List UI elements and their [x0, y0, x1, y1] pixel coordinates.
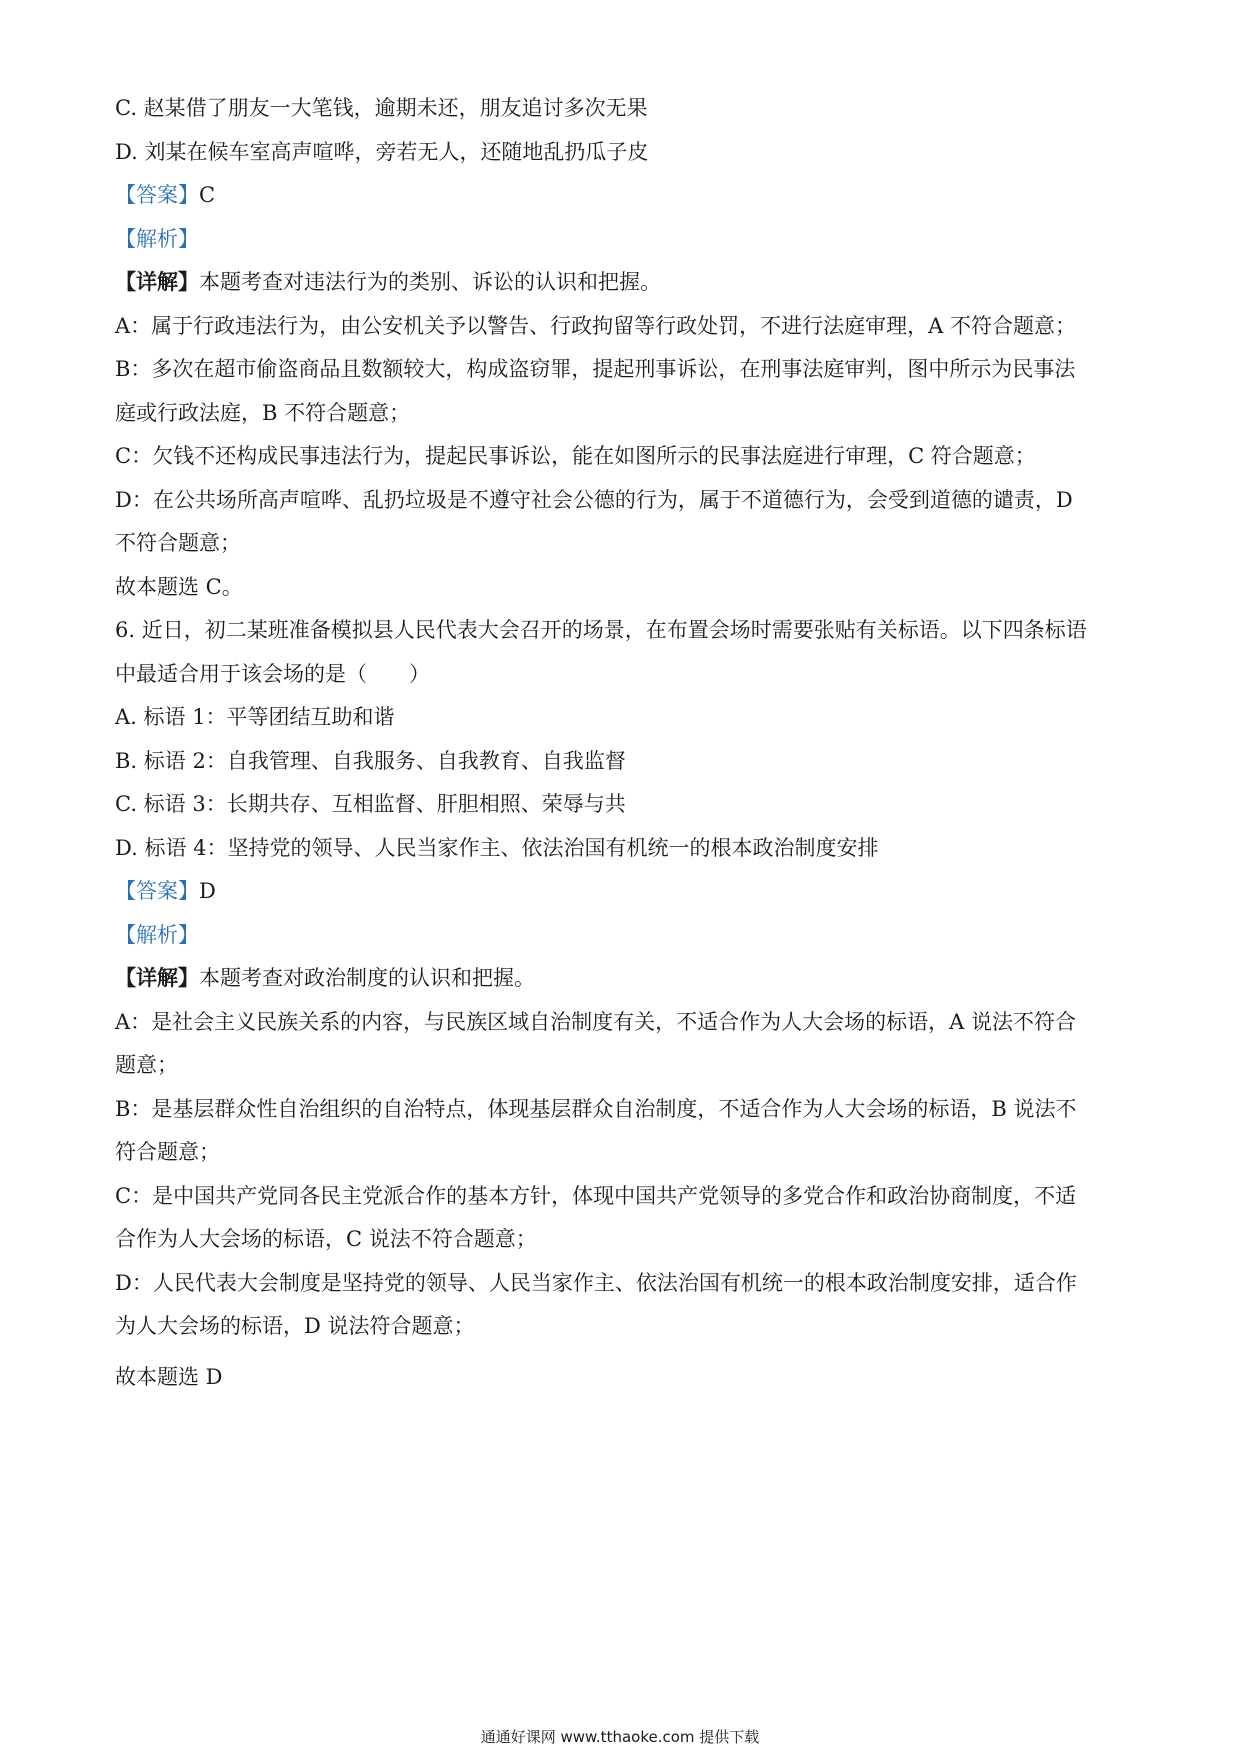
q6-option-d: D. 标语 4：坚持党的领导、人民当家作主、依法治国有机统一的根本政治制度安排 — [115, 836, 879, 860]
q6-answer — [115, 877, 216, 905]
q6-analysis — [115, 921, 199, 949]
q6-detail-tag: 【详解】 — [115, 965, 199, 990]
q5-detail-tag: 【详解】 — [115, 269, 199, 294]
q6-explanation-line: C：是中国共产党同各民主党派合作的基本方针，体现中国共产党领导的多党合作和政治协商制度，不适 — [115, 1184, 1077, 1208]
q6-answer-value: D — [199, 879, 216, 903]
q6-answer-tag: 【答案】 — [115, 879, 199, 903]
q6-explanation-line: 合作为人大会场的标语，C 说法不符合题意； — [115, 1227, 537, 1251]
q6-analysis-tag: 【解析】 — [115, 923, 199, 947]
q6-conclusion: 故本题选 D — [115, 1365, 223, 1389]
q6-option-a: A. 标语 1：平等团结互助和谐 — [115, 705, 395, 729]
q5-option-c: C. 赵某借了朋友一大笔钱，逾期未还，朋友追讨多次无果 — [115, 96, 648, 120]
q5-explanation-line: D：在公共场所高声喧哗、乱扔垃圾是不遵守社会公德的行为，属于不道德行为，会受到道德的谴责，D — [115, 488, 1073, 512]
q5-explanation-line: 不符合题意； — [115, 531, 241, 555]
q6-explanation-line: D：人民代表大会制度是坚持党的领导、人民当家作主、依法治国有机统一的根本政治制度安排，适合作 — [115, 1271, 1077, 1295]
q6-detail — [115, 964, 535, 992]
q5-analysis-tag: 【解析】 — [115, 227, 199, 251]
q5-explanation-line: A：属于行政违法行为，由公安机关予以警告、行政拘留等行政处罚，不进行法庭审理，A 不符合题意； — [115, 314, 1077, 338]
q5-answer — [115, 181, 215, 209]
q5-explanation-line: 庭或行政法庭，B 不符合题意； — [115, 401, 411, 425]
q5-option-d: D. 刘某在候车室高声喧哗，旁若无人，还随地乱扔瓜子皮 — [115, 140, 649, 164]
q5-detail-text: 本题考查对违法行为的类别、诉讼的认识和把握。 — [199, 270, 661, 294]
q6-explanation-line: 为人大会场的标语，D 说法符合题意； — [115, 1314, 475, 1338]
q5-explanation-line: C：欠钱不还构成民事违法行为，提起民事诉讼，能在如图所示的民事法庭进行审理，C 符合题意； — [115, 444, 1036, 468]
q6-explanation-line: 符合题意； — [115, 1140, 220, 1164]
q6-explanation-line: B：是基层群众性自治组织的自治特点，体现基层群众自治制度，不适合作为人大会场的标语，B 说法不 — [115, 1097, 1077, 1121]
q5-analysis — [115, 225, 199, 253]
q6-option-b: B. 标语 2：自我管理、自我服务、自我教育、自我监督 — [115, 749, 626, 773]
q6-explanation-line: A：是社会主义民族关系的内容，与民族区域自治制度有关，不适合作为人大会场的标语，A 说法不符合 — [115, 1010, 1077, 1034]
q5-conclusion: 故本题选 C。 — [115, 575, 243, 599]
q5-explanation-line: B：多次在超市偷盗商品且数额较大，构成盗窃罪，提起刑事诉讼，在刑事法庭审判，图中所示为民事法 — [115, 357, 1076, 381]
q5-answer-value: C — [199, 183, 216, 207]
q5-answer-tag: 【答案】 — [115, 183, 199, 207]
q6-explanation-line: 题意； — [115, 1053, 178, 1077]
q5-detail — [115, 268, 661, 296]
q6-detail-text: 本题考查对政治制度的认识和把握。 — [199, 966, 535, 990]
page-footer: 通通好课网 www.tthaoke.com 提供下载 — [480, 1728, 760, 1746]
q6-stem-line: 中最适合用于该会场的是（ ） — [115, 662, 430, 686]
q6-option-c: C. 标语 3：长期共存、互相监督、肝胆相照、荣辱与共 — [115, 792, 626, 816]
q6-stem-line: 6. 近日，初二某班准备模拟县人民代表大会召开的场景，在布置会场时需要张贴有关标语。以下四条标语 — [115, 618, 1087, 642]
